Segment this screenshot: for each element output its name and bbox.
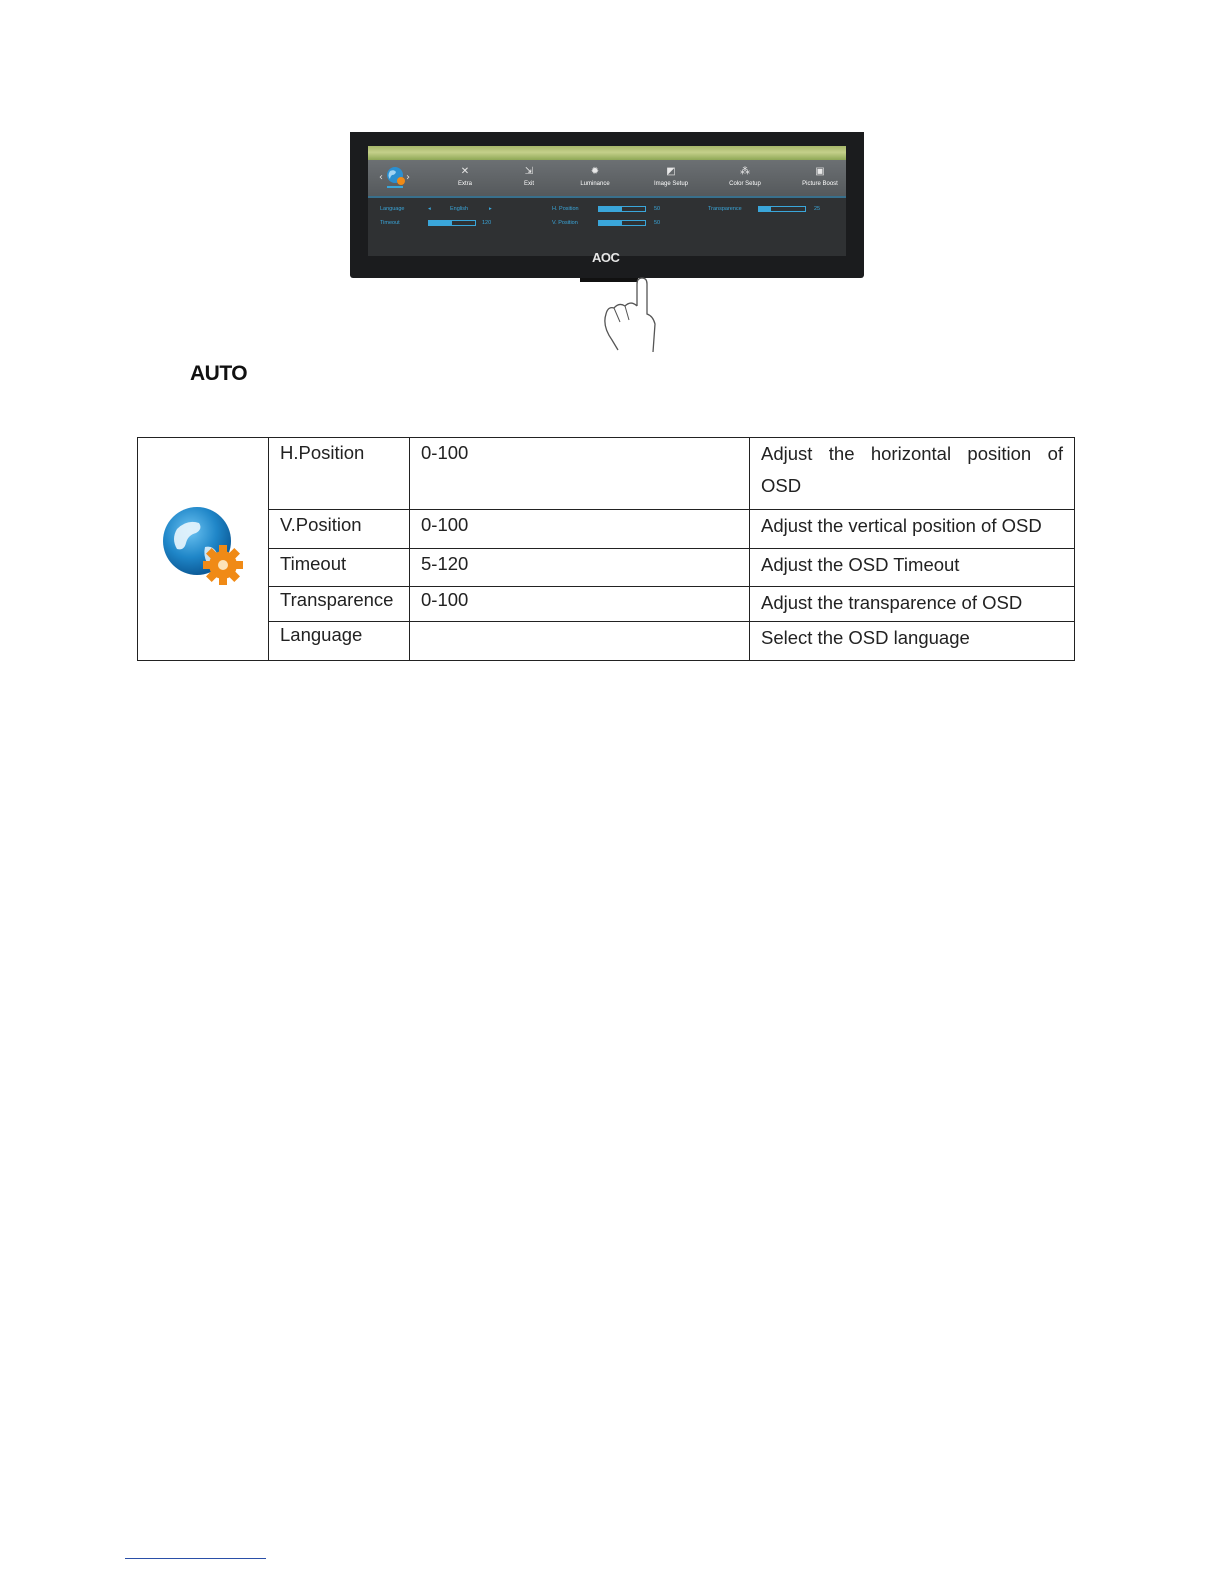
brand-logo: AOC (592, 250, 620, 265)
pointing-hand-icon (602, 276, 672, 356)
screen-wallpaper (368, 146, 846, 160)
table-row (138, 438, 1075, 510)
osd-language-prev-arrow[interactable]: ◂ (428, 206, 431, 212)
monitor-bezel (350, 132, 864, 278)
osd-timeout-value: 120 (482, 220, 492, 226)
table-row (138, 549, 1075, 587)
osd-tab-exit[interactable] (494, 166, 564, 187)
osd-settings-table (137, 437, 1075, 661)
section-label: AUTO (190, 362, 248, 385)
osd-tab-label: Luminance (580, 181, 610, 187)
x-icon: ✕ (460, 166, 470, 177)
osd-vposition-label: V. Position (552, 220, 578, 226)
setting-name: Language (269, 622, 410, 661)
osd-transparence-value: 25 (814, 206, 821, 212)
osd-vposition-slider[interactable] (598, 220, 646, 226)
setting-description: Adjust the OSD Timeout (750, 549, 1075, 587)
table-icon-cell (138, 438, 269, 661)
osd-language-next-arrow[interactable]: ▸ (489, 206, 492, 212)
osd-timeout-slider[interactable] (428, 220, 476, 226)
setting-name: H.Position (269, 438, 410, 510)
setting-range: 5-120 (410, 549, 750, 587)
setting-description: Adjust the vertical position of OSD (750, 510, 1075, 549)
osd-hposition-value: 50 (654, 206, 661, 212)
table-row (138, 622, 1075, 661)
setting-range: 0-100 (410, 510, 750, 549)
osd-tab-label: Color Setup (729, 181, 761, 187)
exit-icon: ⇲ (524, 166, 534, 177)
setting-description: Adjust the horizontal position of OSD (750, 438, 1075, 510)
osd-hposition-slider[interactable] (598, 206, 646, 212)
setting-range: 0-100 (410, 587, 750, 622)
osd-separator (368, 196, 846, 198)
osd-tab-extra[interactable] (430, 166, 500, 187)
osd-hposition-label: H. Position (552, 206, 579, 212)
monitor-osd-figure (340, 118, 875, 360)
osd-tab-label: Image Setup (653, 181, 689, 187)
setting-description: Select the OSD language (750, 622, 1075, 661)
setting-name: V.Position (269, 510, 410, 549)
osd-tab-label: Exit (523, 181, 534, 187)
setting-range: 0-100 (410, 438, 750, 510)
osd-language-value: English (450, 206, 469, 212)
setting-name: Timeout (269, 549, 410, 587)
setting-range (410, 622, 750, 661)
setting-name: Transparence (269, 587, 410, 622)
svg-text:›: › (406, 172, 410, 183)
osd-transparence-slider[interactable] (758, 206, 806, 212)
footnote-rule (125, 1558, 266, 1559)
osd-tab-image-setup[interactable] (636, 166, 706, 187)
osd-tab-picture-boost[interactable] (785, 166, 855, 187)
osd-tab-bar (368, 160, 846, 196)
osd-language-label: Language (380, 206, 405, 212)
osd-active-globe-icon (378, 164, 412, 190)
table-row (138, 587, 1075, 622)
osd-tab-luminance[interactable] (560, 166, 630, 187)
osd-timeout-label: Timeout (380, 220, 400, 226)
svg-text:‹: ‹ (379, 172, 383, 183)
image-icon: ◩ (666, 166, 676, 177)
osd-tab-color-setup[interactable] (710, 166, 780, 187)
table-row (138, 510, 1075, 549)
osd-menu (368, 160, 846, 256)
color-icon: ⁂ (740, 166, 750, 177)
osd-transparence-label: Transparence (708, 206, 742, 212)
boost-icon: ▣ (815, 166, 825, 177)
globe-gear-icon (155, 499, 251, 595)
osd-tab-label: Picture Boost (802, 181, 838, 187)
sun-icon: ✹ (590, 166, 600, 177)
osd-tab-label: Extra (457, 181, 472, 187)
setting-description: Adjust the transparence of OSD (750, 587, 1075, 622)
osd-vposition-value: 50 (654, 220, 661, 226)
